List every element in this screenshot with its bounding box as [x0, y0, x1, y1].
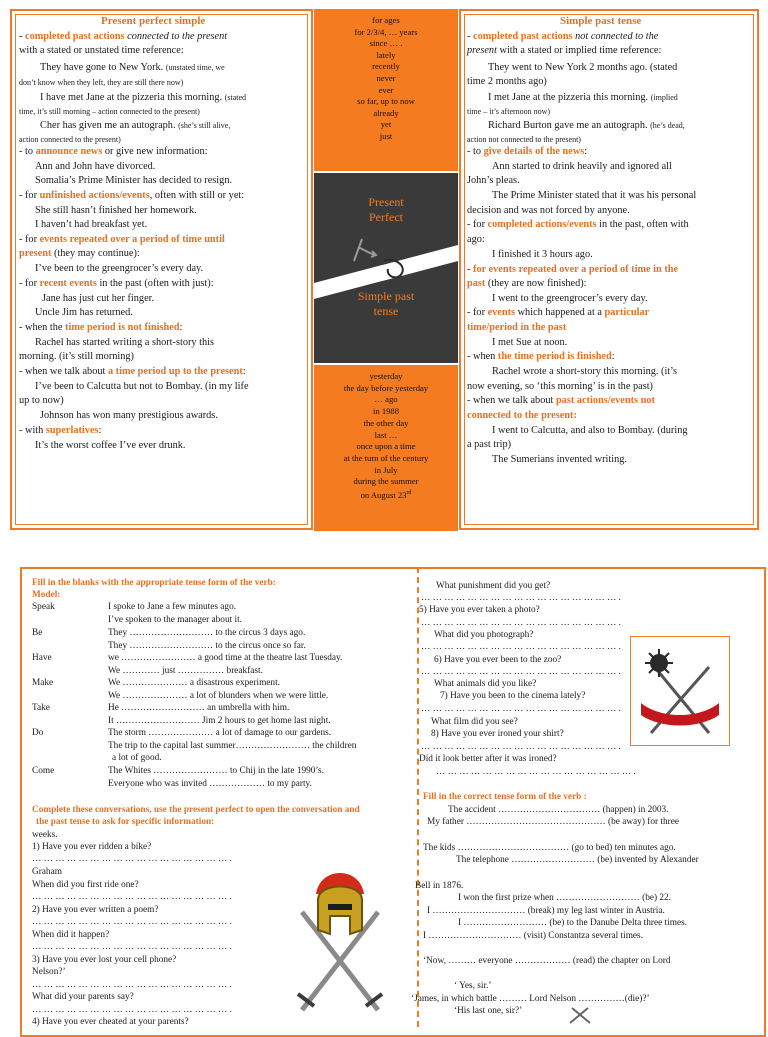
present-time-expression: so far, up to now: [357, 96, 415, 107]
conv-question-8: 8) Have you ever ironed your shirt?: [431, 729, 564, 739]
past-time-expression: once upon a time: [356, 441, 416, 452]
pp-line-1: - completed past actions connected to the present: [19, 31, 228, 42]
sp-line-29: a past trip): [467, 439, 512, 450]
present-time-expression: just: [379, 131, 393, 141]
present-time-expression: recently: [372, 61, 400, 72]
conv-followup-1: When did you first ride one?: [32, 880, 139, 890]
simple-past-label: [314, 289, 458, 319]
sp-line-12: The Prime Minister stated that it was his personal: [492, 190, 697, 201]
fill-sentence: ‘His last one, sir?’: [454, 1006, 523, 1016]
fill-sentence: The kids ……………………………… (go to bed) ten minutes ago.: [423, 843, 676, 853]
sp-line-20: - for events which happened at a particular: [467, 307, 650, 318]
sp-line-27: connected to the present:: [467, 410, 577, 421]
conv-line: Graham: [32, 867, 62, 877]
verb-label: Speak: [32, 602, 55, 612]
roman-helmet-swords-icon: [290, 860, 390, 1020]
answer-blank[interactable]: … … … … … … … … … … … … … … … … … .: [421, 642, 621, 652]
fill-sentence: I ………………………… (break) my leg last winter in Austria.: [427, 906, 665, 916]
sp-line-28: I went to Calcutta, and also to Bombay. (during: [492, 425, 688, 436]
past-time-expression: in 1988: [372, 406, 400, 417]
pp-line-3: They have gone to New York. (unstated time, we: [40, 62, 225, 73]
sp-line-30: The Sumerians invented writing.: [492, 454, 627, 465]
verb-label: Take: [32, 703, 50, 713]
past-time-expression: at the turn of the century: [343, 452, 429, 463]
pp-line-4: don’t know when they left, they are still there now): [19, 78, 184, 87]
verb-label: Be: [32, 628, 43, 638]
conv-question-1: 1) Have you ever ridden a bike?: [32, 842, 152, 852]
verb-label: Make: [32, 678, 54, 688]
sp-line-1: - completed past actions not connected to the: [467, 31, 659, 42]
sp-line-7: Richard Burton gave me an autograph. (he’s dead,: [488, 120, 685, 131]
pp-line-22: Rachel has started writing a short-story this: [35, 337, 215, 348]
conv-question-7: 7) Have you been to the cinema lately?: [440, 691, 586, 701]
pp-line-11: Somalia’s Prime Minister has decided to resign.: [35, 175, 233, 186]
conv-followup-7: What film did you see?: [431, 717, 518, 727]
sp-line-3: They went to New York 2 months ago. (stated: [488, 62, 678, 73]
conv-followup-3: What did your parents say?: [32, 992, 134, 1002]
pp-line-29: It’s the worst coffee I’ve ever drunk.: [35, 440, 186, 451]
conv-question-4: 4) Have you ever cheated at your parents?: [32, 1017, 189, 1027]
verb-sentence[interactable]: The storm ………………… a lot of damage to our gardens.: [108, 728, 332, 738]
past-time-expressions-box: [314, 365, 458, 531]
verb-sentence[interactable]: It ……………………… Jim 2 hours to get home last night.: [108, 715, 331, 726]
conv-followup-5: What did you photograph?: [434, 630, 534, 640]
fill-sentence: I ……………………… (be) to the Danube Delta three times.: [458, 918, 688, 928]
simple-past-label-line-2: tense: [373, 304, 399, 318]
fill-sentence: The accident …………………………… (happen) in 2003.: [448, 805, 669, 815]
sp-line-14: - for completed actions/events in the past, often with: [467, 219, 689, 230]
past-time-expression: yesterday: [369, 371, 403, 381]
verb-sentence[interactable]: We ………… just …………… breakfast.: [108, 665, 263, 676]
verb-label: Have: [32, 653, 52, 663]
exercise-2-heading: Complete these conversations, use the present perfect to open the conversation and: [32, 805, 360, 815]
model-label: Model:: [32, 590, 61, 600]
present-perfect-title: Present perfect simple: [101, 15, 206, 27]
past-time-expression: the day before yesterday: [343, 382, 429, 393]
pp-line-12: - for unfinished actions/events, often with still or yet:: [19, 190, 245, 201]
verb-sentence[interactable]: They ……………………… to the circus 3 days ago.: [108, 628, 306, 638]
pp-line-23: morning. (it’s still morning): [19, 351, 134, 362]
pp-line-20: Uncle Jim has returned.: [35, 307, 133, 318]
exercise-1-heading: Fill in the blanks with the appropriate tense form of the verb:: [32, 578, 276, 588]
pp-line-25: I’ve been to Calcutta but not to Bombay. (in my life: [35, 381, 249, 392]
present-time-expression: ever: [378, 84, 394, 95]
crossed-swords-icon: [562, 1005, 598, 1024]
past-time-expression: last …: [374, 429, 398, 440]
sp-line-26: - when we talk about past actions/events not: [467, 395, 655, 406]
verb-sentence[interactable]: I’ve spoken to the manager about it.: [108, 614, 242, 625]
answer-blank[interactable]: … … … … … … … … … … … … … … … … … .: [32, 892, 232, 902]
sp-line-4: time 2 months ago): [467, 76, 547, 87]
sp-line-25: now evening, so ‘this morning’ is in the past): [467, 381, 653, 392]
verb-sentence[interactable]: He ……………………… an umbrella with him.: [108, 703, 290, 713]
sp-line-9: - to give details of the news:: [467, 146, 588, 157]
past-time-expression: the other day: [363, 417, 409, 428]
sp-line-11: John’s pleas.: [467, 175, 520, 186]
sp-line-21: time/period in the past: [467, 322, 567, 333]
sp-line-24: Rachel wrote a short-story this morning. (it’s: [492, 366, 678, 377]
pp-line-6: time, it’s still morning – action connected to the present): [19, 107, 200, 116]
verb-label: Come: [32, 766, 55, 776]
answer-blank[interactable]: … … … … … … … … … … … … … … … … … .: [421, 593, 621, 603]
verb-sentence[interactable]: I spoke to Jane a few minutes ago.: [108, 602, 237, 612]
present-perfect-label-line-2: Perfect: [369, 210, 403, 224]
verb-sentence[interactable]: a lot of good.: [112, 753, 162, 763]
sp-line-17: - for events repeated over a period of time in the: [467, 264, 679, 275]
pp-line-9: - to announce news or give new information:: [19, 146, 208, 157]
pp-line-18: - for recent events in the past (often with just):: [19, 278, 214, 289]
sp-line-23: - when the time period is finished:: [467, 351, 615, 362]
conv-question-6: 6) Have you ever been to the zoo?: [434, 655, 562, 665]
verb-sentence[interactable]: They ……………………… to the circus once so far.: [108, 640, 306, 651]
verb-sentence[interactable]: We ………………… a disastrous experiment.: [108, 678, 280, 688]
conv-question-5: 5) Have you ever taken a photo?: [419, 605, 540, 615]
verb-sentence[interactable]: The trip to the capital last summer…………………… the children: [108, 740, 357, 751]
answer-blank[interactable]: … … … … … … … … … … … … … … … … … .: [32, 1005, 232, 1015]
answer-blank[interactable]: … … … … … … … … … … … … … … … … … .: [32, 917, 232, 927]
sp-line-13: decision and was not forced by anyone.: [467, 205, 630, 216]
pp-line-21: - when the time period is not finished:: [19, 322, 183, 333]
simple-past-label-line-1: Simple past: [357, 289, 415, 303]
pp-line-16: present (they may continue):: [19, 248, 140, 259]
verb-sentence[interactable]: We ………………… a lot of blunders when we were little.: [108, 690, 329, 701]
fill-sentence: ‘James, in which battle ……… Lord Nelson ……………(die)?’: [411, 994, 650, 1004]
worksheet-divider: [417, 567, 419, 1027]
conv-line: Nelson?’: [32, 967, 66, 977]
past-time-expression: in July: [374, 464, 398, 475]
pp-line-7: Cher has given me an autograph. (she’s still alive,: [40, 120, 231, 131]
conv-followup-2: When did it happen?: [32, 930, 110, 940]
sp-line-16: I finished it 3 hours ago.: [492, 249, 593, 260]
pp-line-13: She still hasn’t finished her homework.: [35, 205, 197, 216]
past-time-expression: … ago: [374, 394, 398, 405]
past-time-expression-last: on August 23rd: [360, 489, 412, 500]
pp-line-19: Jane has just cut her finger.: [42, 293, 155, 304]
past-time-expression: during the summer: [353, 476, 419, 487]
exercise-3-heading: Fill in the correct tense form of the verb :: [423, 792, 587, 802]
answer-blank[interactable]: … … … … … … … … … … … … … … … … … .: [32, 980, 232, 990]
present-time-expression: for 2/3/4, … years: [354, 26, 418, 37]
sp-line-19: I went to the greengrocer’s every day.: [492, 293, 648, 304]
sp-line-8: action not connected to the present): [467, 135, 581, 144]
verb-sentence[interactable]: Everyone who was invited ……………… to my party.: [108, 778, 312, 789]
fill-sentence: I won the first prize when ……………………… (be) 22.: [458, 893, 672, 903]
sp-line-18: past (they are now finished):: [467, 278, 587, 289]
sp-line-5: I met Jane at the pizzeria this morning. (implied: [488, 92, 678, 103]
present-time-expression: for ages: [372, 15, 400, 25]
pp-line-27: Johnson has won many prestigious awards.: [40, 410, 218, 421]
sp-line-22: I met Sue at noon.: [492, 337, 568, 348]
present-time-expression: yet: [380, 119, 392, 130]
pp-line-2: with a stated or unstated time reference:: [19, 45, 184, 56]
present-time-expression: since … .: [369, 38, 403, 49]
sp-line-2: present with a stated or implied time reference:: [467, 45, 662, 56]
present-perfect-label: [314, 195, 458, 225]
conv-followup-8: Did it look better after it was ironed?: [419, 754, 557, 764]
conv-followup-4: What punishment did you get?: [436, 581, 551, 591]
fill-sentence: ‘ Yes, sir.’: [454, 981, 492, 991]
pp-line-24: - when we talk about a time period up to the present:: [19, 366, 246, 377]
sp-line-10: Ann started to drink heavily and ignored all: [492, 161, 672, 172]
answer-blank[interactable]: … … … … … … … … … … … … … … … … … .: [436, 767, 636, 777]
tense-comparison-graphic: [314, 173, 458, 363]
answer-blank[interactable]: … … … … … … … … … … … … … … … … … .: [421, 618, 621, 628]
pp-line-14: I haven’t had breakfast yet.: [35, 219, 148, 230]
present-time-expression: lately: [376, 49, 396, 60]
answer-blank[interactable]: … … … … … … … … … … … … … … … … … .: [421, 742, 621, 752]
simple-past-title: Simple past tense: [560, 15, 642, 27]
present-perfect-label-line-1: Present: [368, 195, 404, 209]
verb-label: Do: [32, 728, 44, 738]
fill-sentence: ‘Now, ……… everyone ……………… (read) the chapter on Lord: [423, 956, 671, 966]
mace-crossed-banner-icon: [630, 636, 730, 746]
sp-line-15: ago:: [467, 234, 485, 245]
answer-blank[interactable]: … … … … … … … … … … … … … … … … … .: [32, 854, 232, 864]
answer-blank[interactable]: … … … … … … … … … … … … … … … … … .: [32, 942, 232, 952]
pp-line-8: action connected to the present): [19, 135, 121, 144]
answer-blank[interactable]: … … … … … … … … … … … … … … … … … .: [421, 704, 621, 714]
conv-followup-6: What animals did you like?: [434, 679, 537, 689]
fill-sentence: Bell in 1876.: [415, 881, 464, 891]
pp-line-17: I’ve been to the greengrocer’s every day.: [35, 263, 204, 274]
pp-line-10: Ann and John have divorced.: [35, 161, 156, 172]
answer-blank[interactable]: … … … … … … … … … … … … … … … … … .: [421, 667, 621, 677]
verb-sentence[interactable]: we …………………… a good time at the theatre last Tuesday.: [108, 653, 343, 663]
exercise-2-heading-line-2: the past tense to ask for specific information:: [36, 817, 215, 827]
conv-question-2: 2) Have you ever written a poem?: [32, 905, 159, 915]
sp-line-6: time – it’s afternoon now): [467, 107, 551, 116]
fill-sentence: My father ……………………………………… (be away) for three: [427, 817, 679, 827]
conv-question-3: 3) Have you ever lost your cell phone?: [32, 955, 177, 965]
pp-line-26: up to now): [19, 395, 64, 406]
present-time-expressions-box: [314, 9, 458, 171]
present-time-expression: already: [373, 107, 399, 118]
pp-line-15: - for events repeated over a period of time until: [19, 234, 225, 245]
present-time-expression: never: [376, 73, 396, 83]
conv-line: weeks.: [32, 830, 58, 840]
pp-line-5: I have met Jane at the pizzeria this morning. (stated: [40, 92, 247, 103]
fill-sentence: I ………………………… (visit) Constantza several times.: [423, 931, 643, 941]
pp-line-28: - with superlatives:: [19, 425, 102, 436]
verb-sentence[interactable]: The Whites …………………… to Chij in the late 1990’s.: [108, 766, 324, 776]
fill-sentence: The telephone ……………………… (be) invented by Alexander: [456, 855, 699, 865]
